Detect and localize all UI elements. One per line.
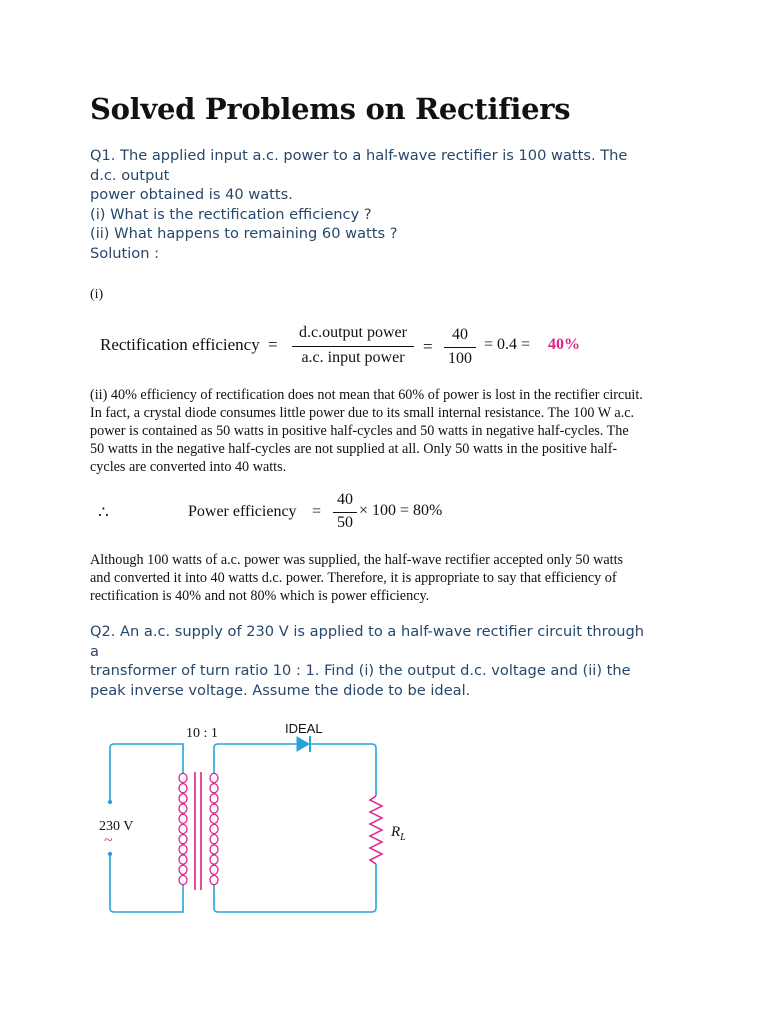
question-2-line: peak inverse voltage. Assume the diode to be ideal.	[90, 681, 471, 699]
equation-tail: × 100 = 80%	[359, 502, 443, 519]
coil-loop	[210, 865, 218, 874]
question-2-line: Q2. An a.c. supply of 230 V is applied to a half-wave rectifier circuit through	[90, 623, 645, 640]
coil-loop	[179, 824, 187, 833]
coil-loop	[179, 845, 187, 854]
question-1-line: Q1. The applied input a.c. power to a half-wave rectifier is 100 watts. The	[90, 147, 628, 164]
primary-wire-bottom	[110, 856, 183, 912]
therefore-symbol: ∴	[98, 503, 109, 522]
page-title: Solved Problems on Rectifiers	[90, 92, 571, 126]
primary-wire-top	[110, 744, 183, 800]
source-voltage-label: 230 V	[99, 819, 134, 834]
load-resistor-letter: R	[391, 824, 401, 840]
fraction-denominator: a.c. input power	[301, 349, 405, 366]
primary-coil	[179, 773, 187, 884]
paragraph-line: 50 watts in the negative half-cycles are not supplied at all. Only 50 watts in the positive half-	[90, 440, 618, 457]
fraction-denominator: 50	[337, 514, 353, 531]
paragraph-line: and converted it into 40 watts d.c. power. Therefore, it is appropriate to say that efficiency of	[90, 569, 617, 586]
equals-sign: =	[312, 503, 322, 520]
fraction-numerator: 40	[452, 326, 468, 343]
transformer-symbol	[179, 772, 218, 890]
load-resistor-symbol	[370, 796, 382, 864]
coil-loop	[210, 824, 218, 833]
diode-symbol	[297, 736, 310, 752]
coil-loop	[210, 845, 218, 854]
paragraph-line: power is contained as 50 watts in positive half-cycles and 50 watts in negative half-cycles. The	[90, 422, 629, 439]
equation-result: 40%	[548, 336, 580, 353]
coil-loop	[179, 814, 187, 823]
question-1-line: (i) What is the rectification efficiency ?	[90, 205, 372, 223]
coil-loop	[210, 794, 218, 803]
equation-lhs: Power efficiency	[188, 503, 297, 520]
coil-loop	[179, 875, 187, 884]
equation-tail: = 0.4 =	[484, 336, 531, 353]
coil-loop	[210, 835, 218, 844]
coil-loop	[210, 773, 218, 782]
paragraph-line: cycles are converted into 40 watts.	[90, 458, 287, 475]
paragraph-line: Although 100 watts of a.c. power was supplied, the half-wave rectifier accepted only 50 watts	[90, 552, 624, 568]
equation-lhs: Rectification efficiency	[100, 335, 260, 354]
coil-loop	[179, 804, 187, 813]
coil-loop	[210, 875, 218, 884]
ac-source-symbol: ~	[104, 832, 113, 849]
load-resistor-label	[390, 824, 406, 843]
question-1-line: power obtained is 40 watts.	[90, 186, 293, 204]
secondary-wire-top	[214, 744, 297, 774]
coil-loop	[179, 865, 187, 874]
coil-loop	[179, 855, 187, 864]
fraction-numerator: d.c.output power	[299, 324, 407, 341]
question-1-line: Solution :	[90, 244, 160, 262]
secondary-wire-top-right	[311, 744, 376, 796]
coil-loop	[210, 855, 218, 864]
equals-sign: =	[268, 335, 278, 354]
question-1-line: (ii) What happens to remaining 60 watts ?	[90, 225, 398, 243]
question-1-line: d.c. output	[90, 166, 170, 184]
equals-sign: =	[423, 337, 433, 356]
source-terminal	[108, 800, 112, 804]
fraction-numerator: 40	[337, 491, 353, 508]
secondary-coil	[210, 773, 218, 884]
circuit-wires	[110, 744, 376, 912]
coil-loop	[179, 835, 187, 844]
paragraph-line: In fact, a crystal diode consumes little power due to its small internal resistance. The 100 W a.c.	[90, 404, 635, 421]
coil-loop	[179, 784, 187, 793]
paragraph-line: rectification is 40% and not 80% which is power efficiency.	[90, 587, 430, 604]
source-terminal	[108, 852, 112, 856]
secondary-wire-bottom	[214, 864, 376, 912]
question-2-line: transformer of turn ratio 10 : 1. Find (i) the output d.c. voltage and (ii) the	[90, 662, 631, 680]
paragraph-line: (ii) 40% efficiency of rectification does not mean that 60% of power is lost in the rectifier circuit.	[90, 387, 643, 403]
coil-loop	[210, 804, 218, 813]
coil-loop	[179, 794, 187, 803]
diode-label: IDEAL	[285, 721, 323, 736]
load-resistor-subscript: L	[400, 832, 406, 843]
question-2-line: a	[90, 642, 99, 660]
fraction-denominator: 100	[448, 350, 472, 367]
part-i-label: (i)	[90, 287, 104, 302]
coil-loop	[210, 814, 218, 823]
coil-loop	[179, 773, 187, 782]
coil-loop	[210, 784, 218, 793]
turn-ratio-label: 10 : 1	[186, 726, 218, 741]
